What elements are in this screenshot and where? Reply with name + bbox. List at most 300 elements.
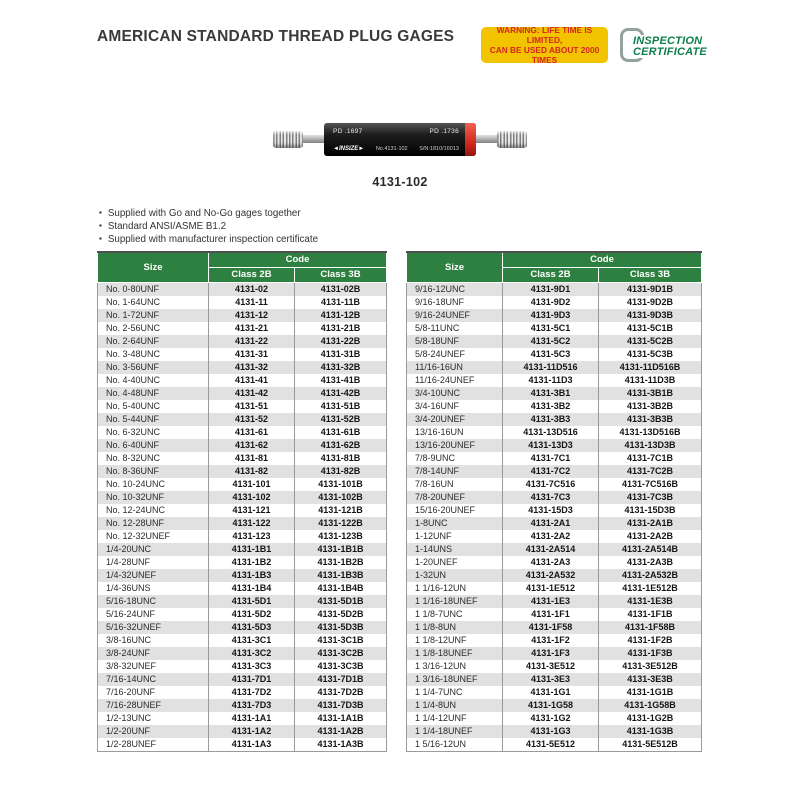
size-cell: 3/4-10UNC: [415, 387, 461, 398]
class-3b-code-cell: 4131-1G58B: [599, 699, 702, 712]
size-cell: 1 5/16-12UN: [415, 738, 467, 749]
class-2b-code-cell: 4131-61: [209, 426, 295, 439]
size-cell: 7/16-28UNEF: [106, 699, 162, 710]
class-2b-code-cell: 4131-51: [209, 400, 295, 413]
class-3b-code-cell: 4131-02B: [295, 282, 387, 296]
table-row: [407, 504, 702, 517]
table-row: [407, 322, 702, 335]
class-3b-code-cell: 4131-1F3B: [599, 647, 702, 660]
size-cell: 5/8-18UNF: [415, 335, 460, 346]
class-2b-code-cell: 4131-7D2: [209, 686, 295, 699]
certificate-line-1: INSPECTION: [633, 35, 703, 47]
class-3b-code-cell: 4131-51B: [295, 400, 387, 413]
class-2b-code-cell: 4131-1F1: [503, 608, 599, 621]
class-3b-code-cell: 4131-5C3B: [599, 348, 702, 361]
size-cell: 1-14UNS: [415, 543, 453, 554]
class-3b-code-cell: 4131-31B: [295, 348, 387, 361]
size-cell: 5/8-11UNC: [415, 322, 460, 333]
size-cell: 7/16-20UNF: [106, 686, 156, 697]
page-title: AMERICAN STANDARD THREAD PLUG GAGES: [97, 28, 455, 45]
size-cell: 13/16-20UNEF: [415, 439, 476, 450]
size-cell: No. 2-56UNC: [106, 322, 161, 333]
class-3b-code-cell: 4131-7D2B: [295, 686, 387, 699]
code-column-header: Code: [503, 252, 702, 267]
size-cell: No. 1-64UNC: [106, 296, 161, 307]
size-cell: 9/16-12UNC: [415, 283, 466, 294]
class-2b-code-cell: 4131-41: [209, 374, 295, 387]
table-row: [407, 465, 702, 478]
gage-serial-number: S/N:1810/16013: [419, 145, 459, 152]
size-cell: 1 1/4-12UNF: [415, 712, 467, 723]
class-3b-column-header: Class 3B: [599, 267, 702, 282]
spec-table-right: [406, 251, 702, 752]
table-row: [98, 673, 387, 686]
class-2b-code-cell: 4131-1A2: [209, 725, 295, 738]
table-row: [98, 322, 387, 335]
size-column-header: Size: [407, 252, 503, 282]
size-cell: No. 1-72UNF: [106, 309, 160, 320]
class-2b-code-cell: 4131-13D3: [503, 439, 599, 452]
class-2b-code-cell: 4131-1E3: [503, 595, 599, 608]
size-cell: 13/16-16UN: [415, 426, 464, 437]
pd-right-label: PD .1736: [429, 127, 459, 135]
class-3b-code-cell: 4131-13D3B: [599, 439, 702, 452]
class-2b-code-cell: 4131-5E512: [503, 738, 599, 752]
table-row: [407, 491, 702, 504]
class-3b-code-cell: 4131-5D2B: [295, 608, 387, 621]
class-2b-code-cell: 4131-7C1: [503, 452, 599, 465]
table-row: [407, 400, 702, 413]
class-2b-code-cell: 4131-52: [209, 413, 295, 426]
class-2b-code-cell: 4131-7D1: [209, 673, 295, 686]
class-3b-code-cell: 4131-81B: [295, 452, 387, 465]
table-row: [98, 491, 387, 504]
class-2b-code-cell: 4131-7C3: [503, 491, 599, 504]
class-3b-code-cell: 4131-5C1B: [599, 322, 702, 335]
class-3b-code-cell: 4131-1B2B: [295, 556, 387, 569]
class-2b-code-cell: 4131-02: [209, 282, 295, 296]
product-figure: [0, 113, 800, 189]
size-cell: 1 3/16-18UNEF: [415, 673, 478, 684]
spec-table-left-body: [98, 282, 387, 751]
table-row: [98, 413, 387, 426]
size-cell: 1-32UN: [415, 569, 447, 580]
size-cell: 5/16-18UNC: [106, 595, 157, 606]
class-3b-column-header: Class 3B: [295, 267, 387, 282]
class-3b-code-cell: 4131-32B: [295, 361, 387, 374]
class-2b-code-cell: 4131-122: [209, 517, 295, 530]
size-cell: 1 1/4-7UNC: [415, 686, 463, 697]
size-cell: 1/4-32UNEF: [106, 569, 157, 580]
table-row: [407, 699, 702, 712]
class-2b-code-cell: 4131-12: [209, 309, 295, 322]
size-cell: 1/4-28UNF: [106, 556, 151, 567]
class-2b-code-cell: 4131-11D3: [503, 374, 599, 387]
table-row: [407, 543, 702, 556]
class-3b-code-cell: 4131-5D1B: [295, 595, 387, 608]
class-2b-code-cell: 4131-2A3: [503, 556, 599, 569]
size-cell: 1/2-13UNC: [106, 712, 152, 723]
table-row: [98, 712, 387, 725]
class-3b-code-cell: 4131-41B: [295, 374, 387, 387]
class-3b-code-cell: 4131-52B: [295, 413, 387, 426]
size-cell: 1-20UNEF: [415, 556, 458, 567]
class-3b-code-cell: 4131-2A514B: [599, 543, 702, 556]
table-row: [407, 621, 702, 634]
class-3b-code-cell: 4131-1G1B: [599, 686, 702, 699]
class-2b-code-cell: 4131-7C2: [503, 465, 599, 478]
class-3b-code-cell: 4131-9D3B: [599, 309, 702, 322]
table-row: [98, 686, 387, 699]
table-row: [407, 282, 702, 296]
size-cell: No. 3-56UNF: [106, 361, 160, 372]
class-2b-code-cell: 4131-3C3: [209, 660, 295, 673]
table-row: [98, 582, 387, 595]
table-row: [98, 621, 387, 634]
class-3b-code-cell: 4131-3E3B: [599, 673, 702, 686]
class-2b-code-cell: 4131-3B1: [503, 387, 599, 400]
class-3b-code-cell: 4131-1A1B: [295, 712, 387, 725]
class-3b-code-cell: 4131-12B: [295, 309, 387, 322]
class-2b-code-cell: 4131-1G2: [503, 712, 599, 725]
size-cell: 1/2-20UNF: [106, 725, 151, 736]
size-cell: No. 5-40UNC: [106, 400, 161, 411]
class-3b-code-cell: 4131-3B3B: [599, 413, 702, 426]
class-2b-code-cell: 4131-1E512: [503, 582, 599, 595]
class-3b-code-cell: 4131-61B: [295, 426, 387, 439]
class-3b-code-cell: 4131-3B2B: [599, 400, 702, 413]
class-3b-code-cell: 4131-22B: [295, 335, 387, 348]
class-3b-code-cell: 4131-3C3B: [295, 660, 387, 673]
table-row: [98, 725, 387, 738]
feature-item: ▪ Supplied with manufacturer inspection certificate: [99, 233, 318, 246]
class-3b-code-cell: 4131-1E512B: [599, 582, 702, 595]
class-2b-column-header: Class 2B: [503, 267, 599, 282]
size-cell: No. 12-28UNF: [106, 517, 165, 528]
size-cell: 1 1/8-7UNC: [415, 608, 463, 619]
table-row: [98, 465, 387, 478]
table-row: [407, 634, 702, 647]
size-cell: 1-8UNC: [415, 517, 448, 528]
class-3b-code-cell: 4131-122B: [295, 517, 387, 530]
feature-item: ▪ Standard ANSI/ASME B1.2: [99, 220, 318, 233]
table-row: [407, 309, 702, 322]
table-row: [407, 296, 702, 309]
class-2b-code-cell: 4131-102: [209, 491, 295, 504]
size-cell: No. 12-32UNEF: [106, 530, 171, 541]
size-cell: No. 8-36UNF: [106, 465, 160, 476]
size-cell: 5/16-24UNF: [106, 608, 156, 619]
size-cell: No. 4-40UNC: [106, 374, 161, 385]
table-row: [407, 387, 702, 400]
right-neck: [476, 135, 497, 143]
table-row: [407, 374, 702, 387]
table-row: [98, 374, 387, 387]
table-row: [98, 282, 387, 296]
class-2b-code-cell: 4131-3B2: [503, 400, 599, 413]
table-row: [407, 712, 702, 725]
size-cell: 3/8-16UNC: [106, 634, 152, 645]
class-3b-code-cell: 4131-123B: [295, 530, 387, 543]
class-3b-code-cell: 4131-9D2B: [599, 296, 702, 309]
pd-left-label: PD .1697: [333, 127, 363, 135]
class-2b-code-cell: 4131-3C1: [209, 634, 295, 647]
table-row: [98, 387, 387, 400]
class-2b-code-cell: 4131-123: [209, 530, 295, 543]
class-3b-code-cell: 4131-1F1B: [599, 608, 702, 621]
class-2b-code-cell: 4131-9D1: [503, 282, 599, 296]
class-3b-code-cell: 4131-13D516B: [599, 426, 702, 439]
size-cell: No. 3-48UNC: [106, 348, 161, 359]
class-3b-code-cell: 4131-11D3B: [599, 374, 702, 387]
class-2b-code-cell: 4131-2A2: [503, 530, 599, 543]
feature-list: [99, 207, 318, 246]
size-cell: 7/8-14UNF: [415, 465, 460, 476]
table-row: [407, 647, 702, 660]
class-2b-code-cell: 4131-121: [209, 504, 295, 517]
table-row: [98, 439, 387, 452]
size-cell: 7/8-20UNEF: [415, 491, 466, 502]
class-3b-code-cell: 4131-3C1B: [295, 634, 387, 647]
class-3b-code-cell: 4131-7C2B: [599, 465, 702, 478]
size-cell: No. 12-24UNC: [106, 504, 166, 515]
table-row: [98, 296, 387, 309]
table-row: [98, 504, 387, 517]
no-go-thread-tip: [497, 131, 527, 148]
size-cell: No. 10-32UNF: [106, 491, 165, 502]
table-row: [407, 413, 702, 426]
size-cell: 7/16-14UNC: [106, 673, 157, 684]
spec-tables: [97, 251, 702, 752]
class-2b-code-cell: 4131-82: [209, 465, 295, 478]
class-2b-code-cell: 4131-3E512: [503, 660, 599, 673]
table-row: [407, 738, 702, 752]
size-cell: No. 4-48UNF: [106, 387, 160, 398]
size-cell: 1 3/16-12UN: [415, 660, 467, 671]
class-2b-code-cell: 4131-1B3: [209, 569, 295, 582]
class-3b-code-cell: 4131-3B1B: [599, 387, 702, 400]
table-row: [98, 530, 387, 543]
class-2b-code-cell: 4131-5D2: [209, 608, 295, 621]
class-2b-code-cell: 4131-81: [209, 452, 295, 465]
table-row: [407, 569, 702, 582]
warning-badge: [481, 27, 608, 63]
class-3b-code-cell: 4131-82B: [295, 465, 387, 478]
size-cell: 1/4-36UNS: [106, 582, 151, 593]
class-2b-column-header: Class 2B: [209, 267, 295, 282]
size-cell: 3/4-16UNF: [415, 400, 460, 411]
table-row: [98, 543, 387, 556]
table-row: [407, 439, 702, 452]
class-2b-code-cell: 4131-2A532: [503, 569, 599, 582]
class-3b-code-cell: 4131-3E512B: [599, 660, 702, 673]
table-row: [407, 686, 702, 699]
class-3b-code-cell: 4131-102B: [295, 491, 387, 504]
inspection-certificate-badge: [620, 27, 720, 67]
size-cell: 9/16-24UNEF: [415, 309, 471, 320]
table-row: [98, 660, 387, 673]
table-row: [407, 595, 702, 608]
table-row: [407, 426, 702, 439]
class-3b-code-cell: 4131-62B: [295, 439, 387, 452]
warning-line-2: CAN BE USED ABOUT 2000 TIMES: [489, 45, 600, 65]
class-2b-code-cell: 4131-2A1: [503, 517, 599, 530]
class-3b-code-cell: 4131-2A3B: [599, 556, 702, 569]
class-2b-code-cell: 4131-7C516: [503, 478, 599, 491]
size-cell: No. 6-40UNF: [106, 439, 160, 450]
size-cell: 11/16-24UNEF: [415, 374, 475, 385]
table-row: [407, 452, 702, 465]
code-column-header: Code: [209, 252, 387, 267]
table-row: [98, 478, 387, 491]
class-2b-code-cell: 4131-22: [209, 335, 295, 348]
class-3b-code-cell: 4131-42B: [295, 387, 387, 400]
class-3b-code-cell: 4131-5D3B: [295, 621, 387, 634]
class-2b-code-cell: 4131-5D3: [209, 621, 295, 634]
class-3b-code-cell: 4131-11B: [295, 296, 387, 309]
class-2b-code-cell: 4131-1F58: [503, 621, 599, 634]
size-cell: 1 1/8-8UN: [415, 621, 457, 632]
class-3b-code-cell: 4131-5E512B: [599, 738, 702, 752]
class-2b-code-cell: 4131-9D3: [503, 309, 599, 322]
class-3b-code-cell: 4131-1A3B: [295, 738, 387, 752]
table-row: [98, 569, 387, 582]
table-row: [98, 335, 387, 348]
class-2b-code-cell: 4131-1B2: [209, 556, 295, 569]
class-2b-code-cell: 4131-15D3: [503, 504, 599, 517]
class-3b-code-cell: 4131-1A2B: [295, 725, 387, 738]
table-row: [98, 309, 387, 322]
class-3b-code-cell: 4131-7D1B: [295, 673, 387, 686]
class-2b-code-cell: 4131-32: [209, 361, 295, 374]
size-cell: 1 1/16-12UN: [415, 582, 467, 593]
gage-handle: [324, 123, 476, 156]
class-3b-code-cell: 4131-7C516B: [599, 478, 702, 491]
table-row: [98, 348, 387, 361]
class-3b-code-cell: 4131-7D3B: [295, 699, 387, 712]
class-2b-code-cell: 4131-3B3: [503, 413, 599, 426]
left-neck: [303, 135, 324, 143]
class-2b-code-cell: 4131-1F2: [503, 634, 599, 647]
certificate-label: [631, 35, 709, 58]
thread-plug-gage-photo: [273, 113, 527, 165]
size-cell: No. 6-32UNC: [106, 426, 161, 437]
table-row: [98, 699, 387, 712]
class-3b-code-cell: 4131-15D3B: [599, 504, 702, 517]
table-row: [407, 530, 702, 543]
table-row: [98, 634, 387, 647]
warning-line-1: WARNING: LIFE TIME IS LIMITED,: [496, 25, 593, 45]
class-3b-code-cell: 4131-101B: [295, 478, 387, 491]
class-2b-code-cell: 4131-1G58: [503, 699, 599, 712]
table-row: [407, 348, 702, 361]
size-cell: No. 8-32UNC: [106, 452, 161, 463]
class-3b-code-cell: 4131-1B1B: [295, 543, 387, 556]
table-row: [98, 361, 387, 374]
go-thread-tip: [273, 131, 303, 148]
figure-caption: 4131-102: [372, 175, 428, 189]
class-2b-code-cell: 4131-1G3: [503, 725, 599, 738]
size-cell: No. 0-80UNF: [106, 283, 160, 294]
class-2b-code-cell: 4131-1A1: [209, 712, 295, 725]
class-3b-code-cell: 4131-11D516B: [599, 361, 702, 374]
class-2b-code-cell: 4131-3C2: [209, 647, 295, 660]
class-2b-code-cell: 4131-21: [209, 322, 295, 335]
class-3b-code-cell: 4131-1F58B: [599, 621, 702, 634]
class-3b-code-cell: 4131-7C1B: [599, 452, 702, 465]
class-2b-code-cell: 4131-11: [209, 296, 295, 309]
class-2b-code-cell: 4131-2A514: [503, 543, 599, 556]
size-cell: 1 1/8-12UNF: [415, 634, 467, 645]
size-column-header: Size: [98, 252, 209, 282]
size-cell: No. 5-44UNF: [106, 413, 160, 424]
spec-table-left-header: [98, 252, 387, 282]
class-2b-code-cell: 4131-5C3: [503, 348, 599, 361]
class-2b-code-cell: 4131-1B4: [209, 582, 295, 595]
class-2b-code-cell: 4131-5C1: [503, 322, 599, 335]
class-3b-code-cell: 4131-21B: [295, 322, 387, 335]
table-row: [407, 361, 702, 374]
no-go-red-band: [465, 123, 476, 156]
table-row: [98, 452, 387, 465]
class-2b-code-cell: 4131-42: [209, 387, 295, 400]
class-2b-code-cell: 4131-1B1: [209, 543, 295, 556]
class-2b-code-cell: 4131-31: [209, 348, 295, 361]
class-2b-code-cell: 4131-5D1: [209, 595, 295, 608]
class-2b-code-cell: 4131-62: [209, 439, 295, 452]
table-row: [98, 738, 387, 752]
table-row: [98, 426, 387, 439]
insize-logo: ◄INSIZE►: [333, 145, 365, 152]
table-row: [98, 647, 387, 660]
class-3b-code-cell: 4131-7C3B: [599, 491, 702, 504]
size-cell: No. 2-64UNF: [106, 335, 160, 346]
spec-table-left: [97, 251, 387, 752]
class-3b-code-cell: 4131-1B3B: [295, 569, 387, 582]
size-cell: 1/2-28UNEF: [106, 738, 157, 749]
class-2b-code-cell: 4131-1G1: [503, 686, 599, 699]
size-cell: 15/16-20UNEF: [415, 504, 476, 515]
table-row: [98, 400, 387, 413]
class-3b-code-cell: 4131-121B: [295, 504, 387, 517]
class-3b-code-cell: 4131-1B4B: [295, 582, 387, 595]
table-row: [98, 608, 387, 621]
table-row: [407, 725, 702, 738]
size-cell: 1 1/8-18UNEF: [415, 647, 473, 658]
class-3b-code-cell: 4131-2A2B: [599, 530, 702, 543]
class-3b-code-cell: 4131-9D1B: [599, 282, 702, 296]
size-cell: 11/16-16UN: [415, 361, 463, 372]
table-row: [407, 673, 702, 686]
size-cell: 1 1/4-8UN: [415, 699, 457, 710]
table-row: [98, 517, 387, 530]
feature-item: ▪ Supplied with Go and No-Go gages together: [99, 207, 318, 220]
size-cell: 9/16-18UNF: [415, 296, 465, 307]
table-row: [407, 478, 702, 491]
certificate-line-2: CERTIFICATE: [633, 45, 707, 58]
class-2b-code-cell: 4131-3E3: [503, 673, 599, 686]
class-3b-code-cell: 4131-1G3B: [599, 725, 702, 738]
gage-model-number: No.4131-102: [375, 145, 408, 152]
class-2b-code-cell: 4131-13D516: [503, 426, 599, 439]
size-cell: 1 1/16-18UNEF: [415, 595, 478, 606]
size-cell: 3/8-32UNEF: [106, 660, 157, 671]
class-2b-code-cell: 4131-101: [209, 478, 295, 491]
class-2b-code-cell: 4131-7D3: [209, 699, 295, 712]
class-3b-code-cell: 4131-1E3B: [599, 595, 702, 608]
table-row: [98, 556, 387, 569]
table-row: [98, 595, 387, 608]
